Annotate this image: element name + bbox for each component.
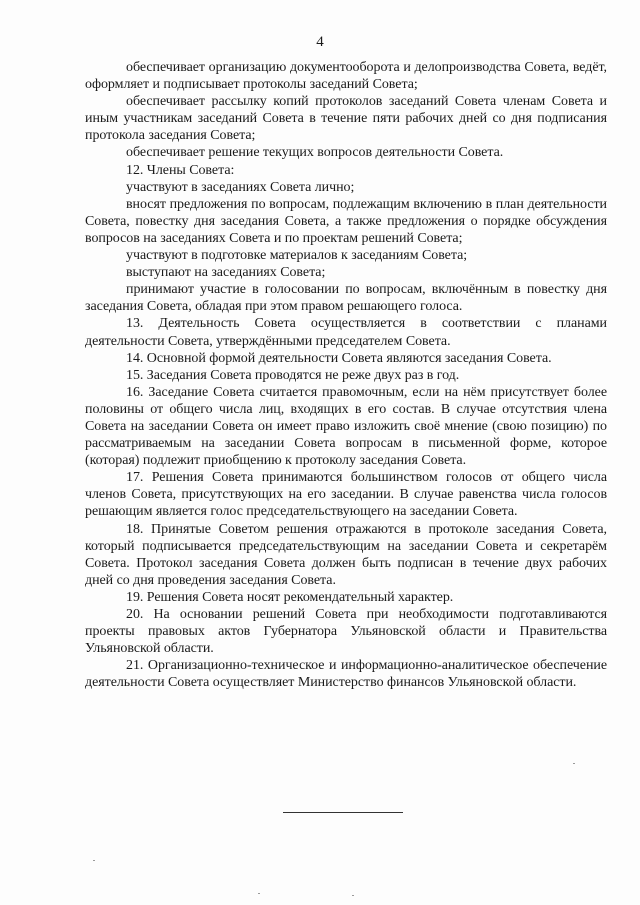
scan-speck	[258, 893, 260, 894]
paragraph-16: 16. Заседание Совета считается правомочным, если на нём присутствует более половины от общего числа лиц, входящих в его состав. В случае отсутствия члена Совета на заседании Совета он имеет право изложить своё мнение (свою позицию) по рассматриваемым на заседании Совета вопросам в письменной форме, которое (которая) подлежит приобщению к протоколу заседания Совета.	[85, 384, 607, 469]
paragraph-members-attend: участвуют в заседаниях Совета лично;	[126, 179, 355, 195]
scan-speck	[352, 895, 354, 896]
page-number: 4	[316, 34, 324, 50]
paragraph-18: 18. Принятые Советом решения отражаются в протоколе заседания Совета, который подписывается председательствующим на заседании Совета и секретарём Совета. Протокол заседания Совета должен быть подписан в течение двух рабочих дней со дня проведения заседания Совета.	[85, 521, 607, 588]
paragraph-15: 15. Заседания Совета проводятся не реже двух раз в год.	[126, 367, 460, 383]
scan-speck	[573, 763, 575, 764]
paragraph-secretary-records: обеспечивает организацию документооборота и делопроизводства Совета, ведёт, оформляет и подписывает протоколы заседаний Совета;	[85, 60, 607, 93]
paragraph-members-speak: выступают на заседаниях Совета;	[126, 265, 326, 281]
paragraph-members-propose: вносят предложения по вопросам, подлежащим включению в план деятельности Совета, повестку дня заседания Совета, а также предложения о порядке обсуждения вопросов на заседаниях Совета и по проектам решений Совета;	[85, 196, 607, 246]
paragraph-13: 13. Деятельность Совета осуществляется в соответствии с планами деятельности Совета, утверждёнными председателем Совета.	[85, 316, 607, 349]
paragraph-secretary-distribution: обеспечивает рассылку копий протоколов заседаний Совета членам Совета и иным участникам заседаний Совета в течение пяти рабочих дней со дня подписания протокола заседания Совета;	[85, 94, 607, 144]
paragraph-14: 14. Основной формой деятельности Совета являются заседания Совета.	[126, 350, 552, 366]
paragraph-20: 20. На основании решений Совета при необходимости подготавливаются проекты правовых актов Губернатора Ульяновской области и Правительства Ульяновской области.	[85, 607, 607, 657]
paragraph-members-vote: принимают участие в голосовании по вопросам, включённым в повестку дня заседания Совета, обладая при этом правом решающего голоса.	[85, 282, 607, 315]
paragraph-members-prepare: участвуют в подготовке материалов к заседаниям Совета;	[126, 248, 468, 264]
document-body	[85, 59, 607, 691]
paragraph-12-members-heading: 12. Члены Совета:	[126, 162, 235, 178]
paragraph-secretary-current-issues: обеспечивает решение текущих вопросов деятельности Совета.	[126, 145, 504, 161]
paragraph-19: 19. Решения Совета носят рекомендательный характер.	[126, 589, 454, 605]
closing-separator-line	[283, 812, 403, 813]
paragraph-21: 21. Организационно-техническое и информационно-аналитическое обеспечение деятельности Совета осуществляет Министерство финансов Ульяновской области.	[85, 658, 607, 691]
scan-speck	[93, 860, 95, 861]
paragraph-17: 17. Решения Совета принимаются большинством голосов от общего числа членов Совета, присутствующих на его заседании. В случае равенства числа голосов решающим является голос председательствующего на заседании Совета.	[85, 470, 607, 520]
